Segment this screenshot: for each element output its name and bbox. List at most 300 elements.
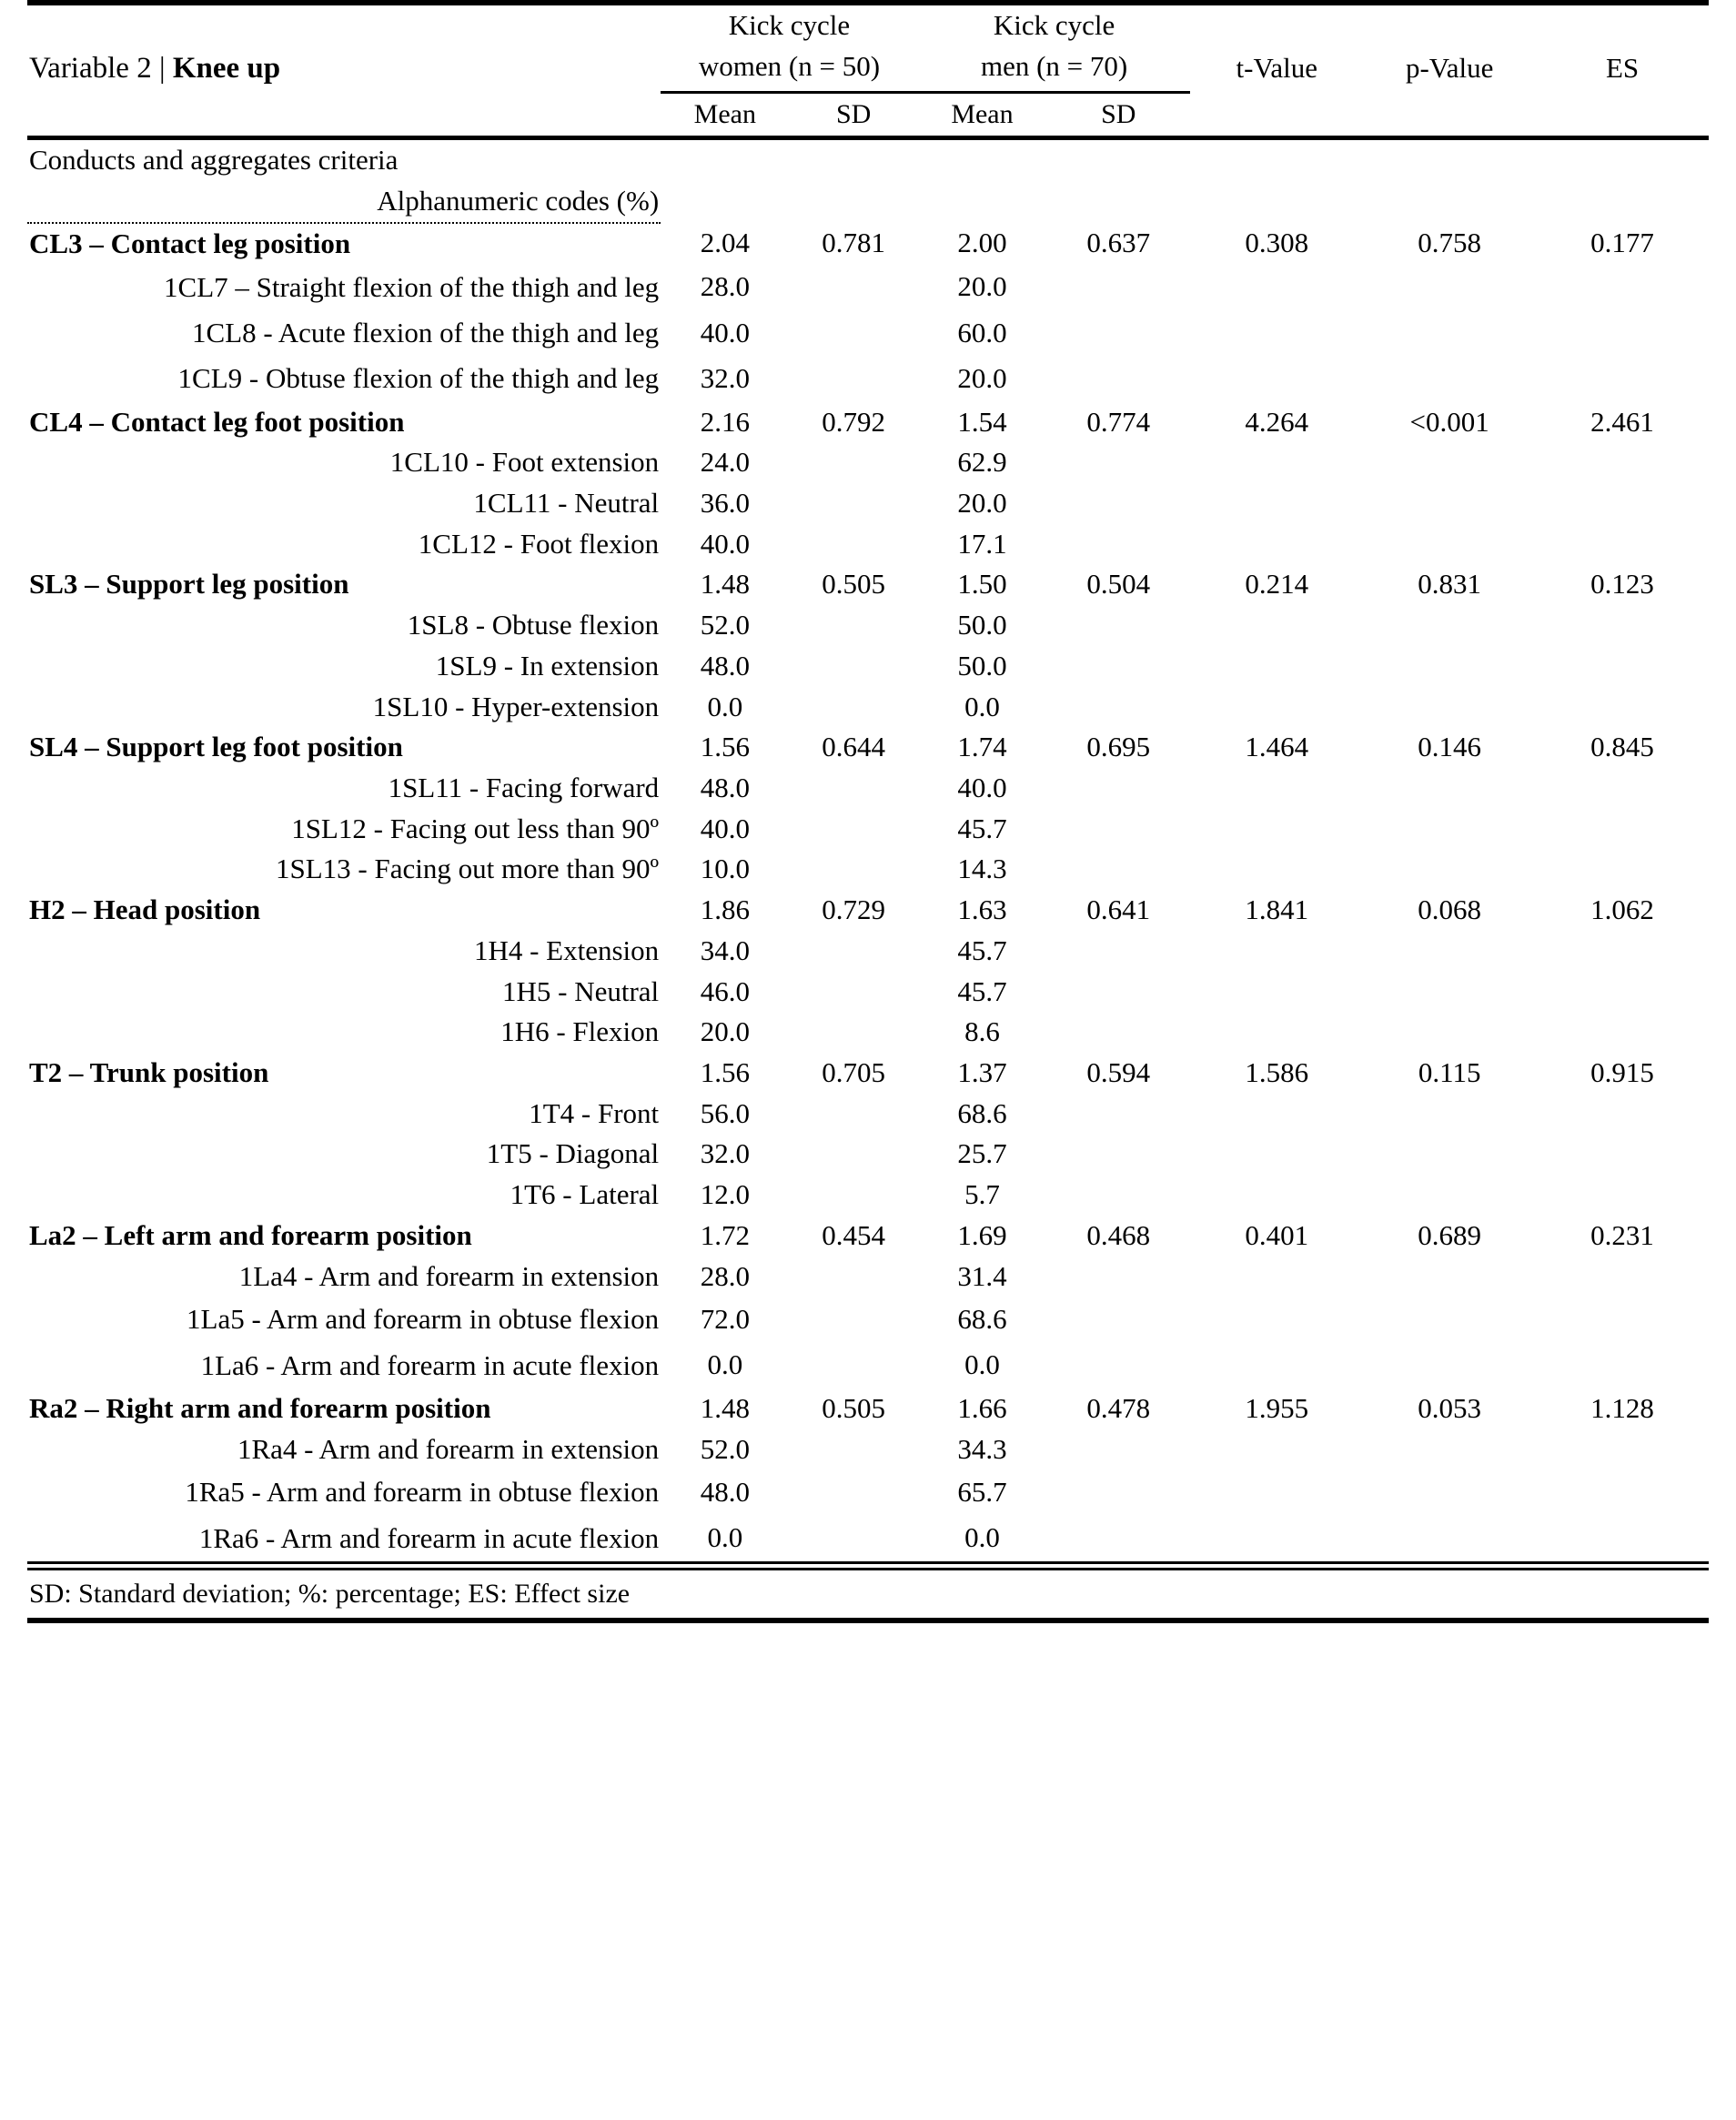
cell-t-value (1190, 687, 1363, 728)
cell-mean-men: 40.0 (957, 771, 1007, 803)
cell-es (1536, 1257, 1709, 1297)
cell-sd-women (789, 687, 917, 728)
cell-mean-women: 1.56 (700, 731, 750, 763)
row-label-sub: 1Ra4 - Arm and forearm in extension (237, 1432, 660, 1465)
cell-mean-women: 32.0 (700, 1137, 750, 1170)
cell-mean-men: 0.0 (964, 1521, 1000, 1554)
table-bottom-rule (27, 1620, 1709, 1623)
table-footnote-rule (27, 1562, 1709, 1569)
table-row (27, 1257, 1709, 1297)
cell-p-value (1363, 1094, 1536, 1135)
table-body (27, 223, 1709, 1563)
cell-sd-men: 0.637 (1086, 227, 1151, 259)
cell-mean-women: 2.04 (700, 227, 750, 259)
cell-sd-women (789, 972, 917, 1013)
cell-sd-men (1046, 356, 1190, 401)
cell-sd-women (789, 1343, 917, 1388)
cell-p-value: 0.831 (1418, 568, 1482, 601)
cell-p-value (1363, 646, 1536, 687)
cell-mean-women: 12.0 (700, 1178, 750, 1211)
cell-mean-women: 52.0 (700, 609, 750, 641)
cell-mean-men: 45.7 (957, 934, 1007, 966)
cell-sd-women (789, 1429, 917, 1470)
cell-sd-men: 0.594 (1086, 1056, 1151, 1089)
cell-mean-men: 1.63 (957, 893, 1007, 926)
cell-sd-women (789, 1257, 917, 1297)
cell-p-value: 0.068 (1418, 893, 1482, 926)
cell-sd-men (1046, 1297, 1190, 1342)
footnote-text: SD: Standard deviation; %: percentage; ES: Effect size (29, 1578, 631, 1609)
cell-sd-men (1046, 931, 1190, 972)
table-row (27, 605, 1709, 646)
cell-es (1536, 646, 1709, 687)
cell-p-value: <0.001 (1409, 405, 1489, 438)
cell-t-value (1190, 1257, 1363, 1297)
cell-es (1536, 1134, 1709, 1175)
table-row (27, 1429, 1709, 1470)
cell-t-value (1190, 1469, 1363, 1515)
group-men-line2: men (n = 70) (980, 49, 1128, 82)
table-header-groups (27, 5, 1709, 92)
group-men-line1: Kick cycle (993, 9, 1115, 41)
cell-mean-women: 0.0 (707, 690, 743, 722)
cell-t-value: 0.401 (1245, 1218, 1309, 1251)
cell-es: 0.231 (1590, 1218, 1654, 1251)
row-label-sub: 1Ra5 - Arm and forearm in obtuse flexion (185, 1476, 660, 1509)
cell-mean-men: 14.3 (957, 853, 1007, 885)
cell-p-value (1363, 1516, 1536, 1563)
cell-sd-women (789, 768, 917, 809)
cell-sd-women (789, 1297, 917, 1342)
variable-prefix: Variable 2 | (29, 52, 173, 86)
cell-mean-women: 0.0 (707, 1348, 743, 1381)
cell-sd-women (789, 809, 917, 850)
cell-mean-men: 8.6 (964, 1015, 1000, 1048)
cell-es: 1.062 (1590, 893, 1654, 926)
column-header-es: ES (1605, 52, 1640, 85)
cell-t-value (1190, 972, 1363, 1013)
row-label-main: SL4 – Support leg foot position (29, 731, 403, 763)
cell-mean-women: 20.0 (700, 1015, 750, 1048)
cell-t-value (1190, 524, 1363, 565)
row-label-sub: 1H5 - Neutral (501, 974, 660, 1007)
cell-t-value (1190, 1297, 1363, 1342)
cell-sd-women (789, 1012, 917, 1053)
cell-sd-men (1046, 265, 1190, 310)
cell-mean-women: 34.0 (700, 934, 750, 966)
cell-sd-men (1046, 310, 1190, 356)
table-row (27, 727, 1709, 768)
row-label-main: CL4 – Contact leg foot position (29, 405, 405, 438)
table-row (27, 483, 1709, 524)
cell-t-value (1190, 1343, 1363, 1388)
cell-mean-men: 62.9 (957, 446, 1007, 479)
cell-sd-women (789, 1134, 917, 1175)
cell-es (1536, 1297, 1709, 1342)
cell-mean-women: 40.0 (700, 527, 750, 560)
row-label-sub: 1La5 - Arm and forearm in obtuse flexion (187, 1303, 660, 1336)
row-label-sub: 1SL11 - Facing forward (388, 771, 660, 803)
cell-mean-women: 28.0 (700, 1259, 750, 1292)
row-label-main: La2 – Left arm and forearm position (29, 1218, 472, 1251)
cell-t-value (1190, 768, 1363, 809)
cell-t-value (1190, 931, 1363, 972)
cell-t-value (1190, 1516, 1363, 1563)
row-label-sub: 1SL13 - Facing out more than 90º (275, 853, 660, 885)
cell-sd-men (1046, 1094, 1190, 1135)
cell-t-value (1190, 605, 1363, 646)
table-row (27, 1134, 1709, 1175)
cell-sd-women (789, 1094, 917, 1135)
cell-sd-men (1046, 1134, 1190, 1175)
cell-mean-women: 0.0 (707, 1521, 743, 1554)
row-label-sub: 1CL12 - Foot flexion (418, 527, 660, 560)
cell-mean-women: 32.0 (700, 362, 750, 394)
cell-p-value: 0.053 (1418, 1391, 1482, 1424)
cell-mean-men: 1.50 (957, 568, 1007, 601)
row-label-main: H2 – Head position (29, 893, 261, 926)
table-row (27, 402, 1709, 443)
cell-es: 0.845 (1590, 731, 1654, 763)
cell-t-value (1190, 442, 1363, 483)
cell-mean-women: 1.86 (700, 893, 750, 926)
cell-p-value (1363, 356, 1536, 401)
cell-sd-women: 0.505 (822, 1391, 886, 1424)
cell-p-value (1363, 524, 1536, 565)
cell-es: 0.915 (1590, 1056, 1654, 1089)
cell-t-value: 4.264 (1245, 405, 1309, 438)
cell-mean-men: 2.00 (957, 227, 1007, 259)
cell-es (1536, 768, 1709, 809)
cell-mean-men: 45.7 (957, 974, 1007, 1007)
cell-t-value: 1.586 (1245, 1056, 1309, 1089)
table-row (27, 890, 1709, 931)
cell-sd-women (789, 605, 917, 646)
cell-es (1536, 1094, 1709, 1135)
cell-sd-men (1046, 972, 1190, 1013)
table-row (27, 1516, 1709, 1563)
cell-mean-men: 17.1 (957, 527, 1007, 560)
table-row (27, 972, 1709, 1013)
row-label-main: CL3 – Contact leg position (29, 227, 351, 259)
cell-sd-men (1046, 849, 1190, 890)
table-row (27, 1094, 1709, 1135)
cell-sd-women (789, 1469, 917, 1515)
table-row (27, 768, 1709, 809)
cell-sd-men (1046, 1516, 1190, 1563)
cell-mean-women: 2.16 (700, 405, 750, 438)
cell-mean-men: 20.0 (957, 362, 1007, 394)
cell-sd-men (1046, 768, 1190, 809)
cell-mean-men: 50.0 (957, 609, 1007, 641)
cell-es (1536, 931, 1709, 972)
cell-sd-women (789, 483, 917, 524)
cell-es (1536, 687, 1709, 728)
cell-es (1536, 849, 1709, 890)
cell-t-value (1190, 646, 1363, 687)
row-label-sub: 1CL10 - Foot extension (389, 446, 660, 479)
cell-es: 0.177 (1590, 227, 1654, 259)
cell-mean-men: 1.69 (957, 1218, 1007, 1251)
cell-mean-women: 48.0 (700, 771, 750, 803)
row-label-sub: 1Ra6 - Arm and forearm in acute flexion (198, 1521, 660, 1554)
cell-p-value: 0.146 (1418, 731, 1482, 763)
cell-mean-women: 1.48 (700, 1391, 750, 1424)
cell-t-value (1190, 265, 1363, 310)
cell-p-value (1363, 809, 1536, 850)
group-header-men (918, 5, 1191, 92)
cell-p-value: 0.758 (1418, 227, 1482, 259)
cell-p-value (1363, 849, 1536, 890)
table-row (27, 646, 1709, 687)
group-header-women (661, 5, 918, 92)
cell-mean-women: 72.0 (700, 1303, 750, 1336)
cell-sd-men: 0.468 (1086, 1218, 1151, 1251)
table-row (27, 524, 1709, 565)
row-label-sub: 1SL12 - Facing out less than 90º (291, 812, 660, 844)
cell-mean-men: 1.37 (957, 1056, 1007, 1089)
cell-mean-women: 52.0 (700, 1432, 750, 1465)
cell-mean-men: 45.7 (957, 812, 1007, 844)
cell-sd-women (789, 356, 917, 401)
cell-t-value (1190, 310, 1363, 356)
cell-mean-men: 31.4 (957, 1259, 1007, 1292)
cell-t-value (1190, 356, 1363, 401)
section-header-line2: Alphanumeric codes (%) (27, 181, 661, 223)
cell-es (1536, 356, 1709, 401)
cell-es (1536, 1429, 1709, 1470)
row-label-main: Ra2 – Right arm and forearm position (29, 1391, 491, 1424)
row-label-sub: 1H4 - Extension (473, 934, 660, 966)
cell-p-value (1363, 931, 1536, 972)
cell-sd-women: 0.781 (822, 227, 886, 259)
row-label-sub: 1SL10 - Hyper-extension (372, 690, 660, 722)
cell-sd-men (1046, 1343, 1190, 1388)
table-row (27, 687, 1709, 728)
table-row (27, 564, 1709, 605)
row-label-sub: 1CL9 - Obtuse flexion of the thigh and leg (177, 362, 660, 395)
cell-es (1536, 1012, 1709, 1053)
cell-p-value (1363, 442, 1536, 483)
cell-es (1536, 809, 1709, 850)
cell-mean-men: 1.54 (957, 405, 1007, 438)
cell-p-value (1363, 1134, 1536, 1175)
table-row (27, 809, 1709, 850)
cell-sd-women: 0.705 (822, 1056, 886, 1089)
row-label-sub: 1T5 - Diagonal (486, 1137, 660, 1170)
cell-p-value (1363, 1257, 1536, 1297)
table-row (27, 1469, 1709, 1515)
cell-mean-women: 28.0 (700, 270, 750, 303)
cell-es: 1.128 (1590, 1391, 1654, 1424)
cell-t-value (1190, 1094, 1363, 1135)
table-row (27, 931, 1709, 972)
column-header-mean-women: Mean (693, 98, 756, 129)
column-header-sd-women: SD (835, 98, 872, 129)
cell-sd-men (1046, 483, 1190, 524)
cell-p-value: 0.115 (1418, 1056, 1481, 1089)
cell-p-value (1363, 605, 1536, 646)
cell-sd-women (789, 931, 917, 972)
cell-sd-women (789, 849, 917, 890)
table-row (27, 223, 1709, 265)
cell-sd-men (1046, 1257, 1190, 1297)
cell-sd-women: 0.454 (822, 1218, 886, 1251)
cell-p-value (1363, 1429, 1536, 1470)
cell-sd-men (1046, 1429, 1190, 1470)
row-label-sub: 1T4 - Front (529, 1096, 660, 1129)
cell-es (1536, 442, 1709, 483)
row-label-sub: 1CL11 - Neutral (473, 486, 660, 519)
group-women-line2: women (n = 50) (698, 49, 881, 82)
cell-mean-men: 1.66 (957, 1391, 1007, 1424)
section-header-row-2 (27, 181, 1709, 223)
row-label-sub: 1H6 - Flexion (500, 1015, 660, 1048)
table-row (27, 1343, 1709, 1388)
cell-mean-women: 24.0 (700, 446, 750, 479)
cell-sd-men (1046, 809, 1190, 850)
cell-mean-men: 68.6 (957, 1096, 1007, 1129)
cell-sd-men (1046, 1012, 1190, 1053)
cell-es (1536, 524, 1709, 565)
cell-sd-women: 0.729 (822, 893, 886, 926)
section-header-spacer-1 (661, 140, 1709, 181)
row-label-sub: 1SL8 - Obtuse flexion (407, 609, 660, 641)
column-header-p-value: p-Value (1405, 52, 1494, 85)
cell-p-value (1363, 1469, 1536, 1515)
cell-sd-men (1046, 442, 1190, 483)
cell-sd-men (1046, 646, 1190, 687)
cell-p-value (1363, 310, 1536, 356)
row-label-sub: 1La4 - Arm and forearm in extension (238, 1259, 660, 1292)
cell-mean-men: 0.0 (964, 1348, 1000, 1381)
row-label-sub: 1T6 - Lateral (510, 1178, 660, 1211)
cell-p-value (1363, 1012, 1536, 1053)
cell-mean-men: 1.74 (957, 731, 1007, 763)
cell-mean-men: 60.0 (957, 316, 1007, 348)
section-header-spacer-2 (661, 181, 1709, 223)
cell-mean-men: 0.0 (964, 690, 1000, 722)
cell-sd-men: 0.641 (1086, 893, 1151, 926)
cell-mean-men: 68.6 (957, 1303, 1007, 1336)
cell-sd-men (1046, 687, 1190, 728)
cell-sd-women (789, 646, 917, 687)
section-header-line1: Conducts and aggregates criteria (29, 144, 399, 177)
cell-t-value (1190, 849, 1363, 890)
cell-p-value (1363, 687, 1536, 728)
cell-es (1536, 1469, 1709, 1515)
cell-t-value: 0.308 (1245, 227, 1309, 259)
cell-sd-men: 0.504 (1086, 568, 1151, 601)
cell-mean-women: 10.0 (700, 853, 750, 885)
row-label-sub: 1La6 - Arm and forearm in acute flexion (200, 1348, 660, 1381)
row-label-sub: 1CL7 – Straight flexion of the thigh and leg (164, 270, 660, 303)
row-label-sub: 1SL9 - In extension (435, 649, 660, 681)
cell-es (1536, 1516, 1709, 1563)
cell-es (1536, 1343, 1709, 1388)
cell-sd-women: 0.505 (822, 568, 886, 601)
cell-p-value (1363, 483, 1536, 524)
cell-mean-men: 20.0 (957, 486, 1007, 519)
cell-t-value (1190, 809, 1363, 850)
column-header-sd-men: SD (1101, 98, 1136, 129)
variable-name: Knee up (172, 52, 281, 86)
cell-t-value: 1.955 (1245, 1391, 1309, 1424)
cell-sd-women (789, 1175, 917, 1216)
cell-sd-men (1046, 524, 1190, 565)
column-header-t-value: t-Value (1236, 52, 1318, 85)
cell-t-value (1190, 483, 1363, 524)
cell-es (1536, 1175, 1709, 1216)
cell-p-value (1363, 1297, 1536, 1342)
cell-es: 2.461 (1590, 405, 1654, 438)
cell-p-value (1363, 972, 1536, 1013)
cell-t-value (1190, 1175, 1363, 1216)
cell-p-value (1363, 1343, 1536, 1388)
row-label-main: T2 – Trunk position (29, 1056, 269, 1089)
cell-t-value: 0.214 (1245, 568, 1309, 601)
cell-mean-men: 34.3 (957, 1432, 1007, 1465)
results-table (27, 0, 1709, 1623)
table-row (27, 849, 1709, 890)
variable-title (27, 5, 661, 138)
column-header-mean-men: Mean (951, 98, 1014, 129)
cell-mean-women: 48.0 (700, 1476, 750, 1509)
table-row (27, 1297, 1709, 1342)
cell-mean-women: 46.0 (700, 974, 750, 1007)
cell-mean-men: 5.7 (964, 1178, 1000, 1211)
cell-sd-men: 0.695 (1086, 731, 1151, 763)
table-row (27, 1175, 1709, 1216)
cell-sd-men: 0.478 (1086, 1391, 1151, 1424)
cell-mean-women: 1.72 (700, 1218, 750, 1251)
cell-es (1536, 483, 1709, 524)
cell-sd-women: 0.792 (822, 405, 886, 438)
table-row (27, 356, 1709, 401)
table-row (27, 1053, 1709, 1094)
cell-sd-women (789, 265, 917, 310)
table-row (27, 442, 1709, 483)
cell-sd-men: 0.774 (1086, 405, 1151, 438)
table-row (27, 310, 1709, 356)
cell-sd-women (789, 442, 917, 483)
cell-p-value (1363, 265, 1536, 310)
group-women-line1: Kick cycle (728, 9, 851, 41)
cell-t-value: 1.464 (1245, 731, 1309, 763)
cell-t-value (1190, 1429, 1363, 1470)
cell-t-value: 1.841 (1245, 893, 1309, 926)
cell-mean-women: 1.48 (700, 568, 750, 601)
cell-mean-men: 20.0 (957, 270, 1007, 303)
cell-p-value: 0.689 (1418, 1218, 1482, 1251)
cell-mean-women: 40.0 (700, 812, 750, 844)
cell-t-value (1190, 1134, 1363, 1175)
cell-es (1536, 310, 1709, 356)
cell-sd-men (1046, 1469, 1190, 1515)
table-row (27, 1012, 1709, 1053)
footnote-row (27, 1569, 1709, 1620)
cell-mean-men: 50.0 (957, 649, 1007, 681)
cell-mean-women: 56.0 (700, 1096, 750, 1129)
table-row (27, 1388, 1709, 1429)
cell-mean-women: 48.0 (700, 649, 750, 681)
row-label-sub: 1CL8 - Acute flexion of the thigh and leg (192, 316, 660, 348)
cell-mean-women: 40.0 (700, 316, 750, 348)
cell-t-value (1190, 1012, 1363, 1053)
cell-es (1536, 265, 1709, 310)
table-row (27, 1216, 1709, 1257)
cell-mean-women: 1.56 (700, 1056, 750, 1089)
